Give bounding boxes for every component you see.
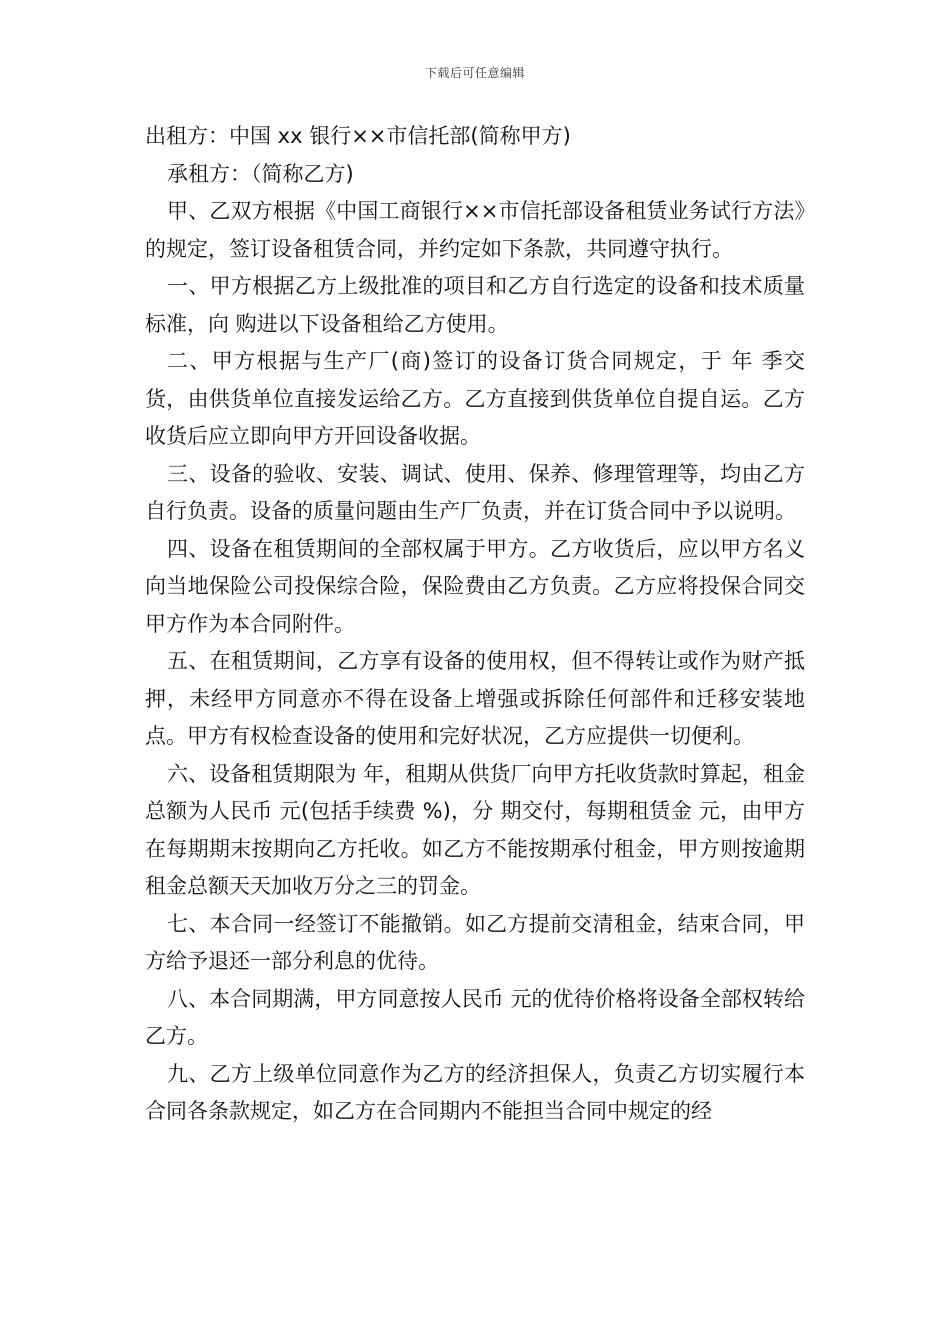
clause-2: 二、甲方根据与生产厂(商)签订的设备订货合同规定，于 年 季交货，由供货单位直接发运给乙方。乙方直接到供货单位自提自运。乙方收货后应立即向甲方开回设备收据。 bbox=[145, 349, 805, 448]
lessor-line: 出租方：中国 xx 银行××市信托部(简称甲方) bbox=[145, 124, 571, 148]
contract-body bbox=[145, 118, 805, 1131]
clause-1: 一、甲方根据乙方上级批准的项目和乙方自行选定的设备和技术质量标准，向 购进以下设备租给乙方使用。 bbox=[145, 274, 805, 336]
clause-6: 六、设备租赁期限为 年，租期从供货厂向甲方托收货款时算起，租金总额为人民币 元(包括手续费 %)，分 期交付，每期租赁金 元，由甲方在每期期末按期向乙方托收。如乙方不能按期承付租金，甲方则按逾期租金总额天天加收万分之三的罚金。 bbox=[145, 761, 805, 898]
clause-9: 九、乙方上级单位同意作为乙方的经济担保人，负责乙方切实履行本合同各条款规定，如乙方在合同期内不能担当合同中规定的经 bbox=[145, 1061, 805, 1123]
header-note: 下载后可任意编辑 bbox=[424, 66, 525, 80]
clause-7: 七、本合同一经签订不能撤销。如乙方提前交清租金，结束合同，甲方给予退还一部分利息的优待。 bbox=[145, 911, 805, 973]
lessee-line: 承租方：（简称乙方) bbox=[167, 161, 354, 186]
clause-8: 八、本合同期满，甲方同意按人民币 元的优待价格将设备全部权转给乙方。 bbox=[145, 986, 805, 1048]
preamble-paragraph: 甲、乙双方根据《中国工商银行××市信托部设备租赁业务试行方法》的规定，签订设备租赁合同，并约定如下条款，共同遵守执行。 bbox=[145, 199, 805, 261]
clause-5: 五、在租赁期间，乙方享有设备的使用权，但不得转让或作为财产抵押，未经甲方同意亦不得在设备上增强或拆除任何部件和迁移安装地点。甲方有权检查设备的使用和完好状况，乙方应提供一切便利。 bbox=[145, 649, 805, 748]
clause-4: 四、设备在租赁期间的全部权属于甲方。乙方收货后，应以甲方名义向当地保险公司投保综合险，保险费由乙方负责。乙方应将投保合同交甲方作为本合同附件。 bbox=[145, 536, 805, 636]
clause-3: 三、设备的验收、安装、调试、使用、保养、修理管理等，均由乙方自行负责。设备的质量问题由生产厂负责，并在订货合同中予以说明。 bbox=[145, 461, 805, 523]
